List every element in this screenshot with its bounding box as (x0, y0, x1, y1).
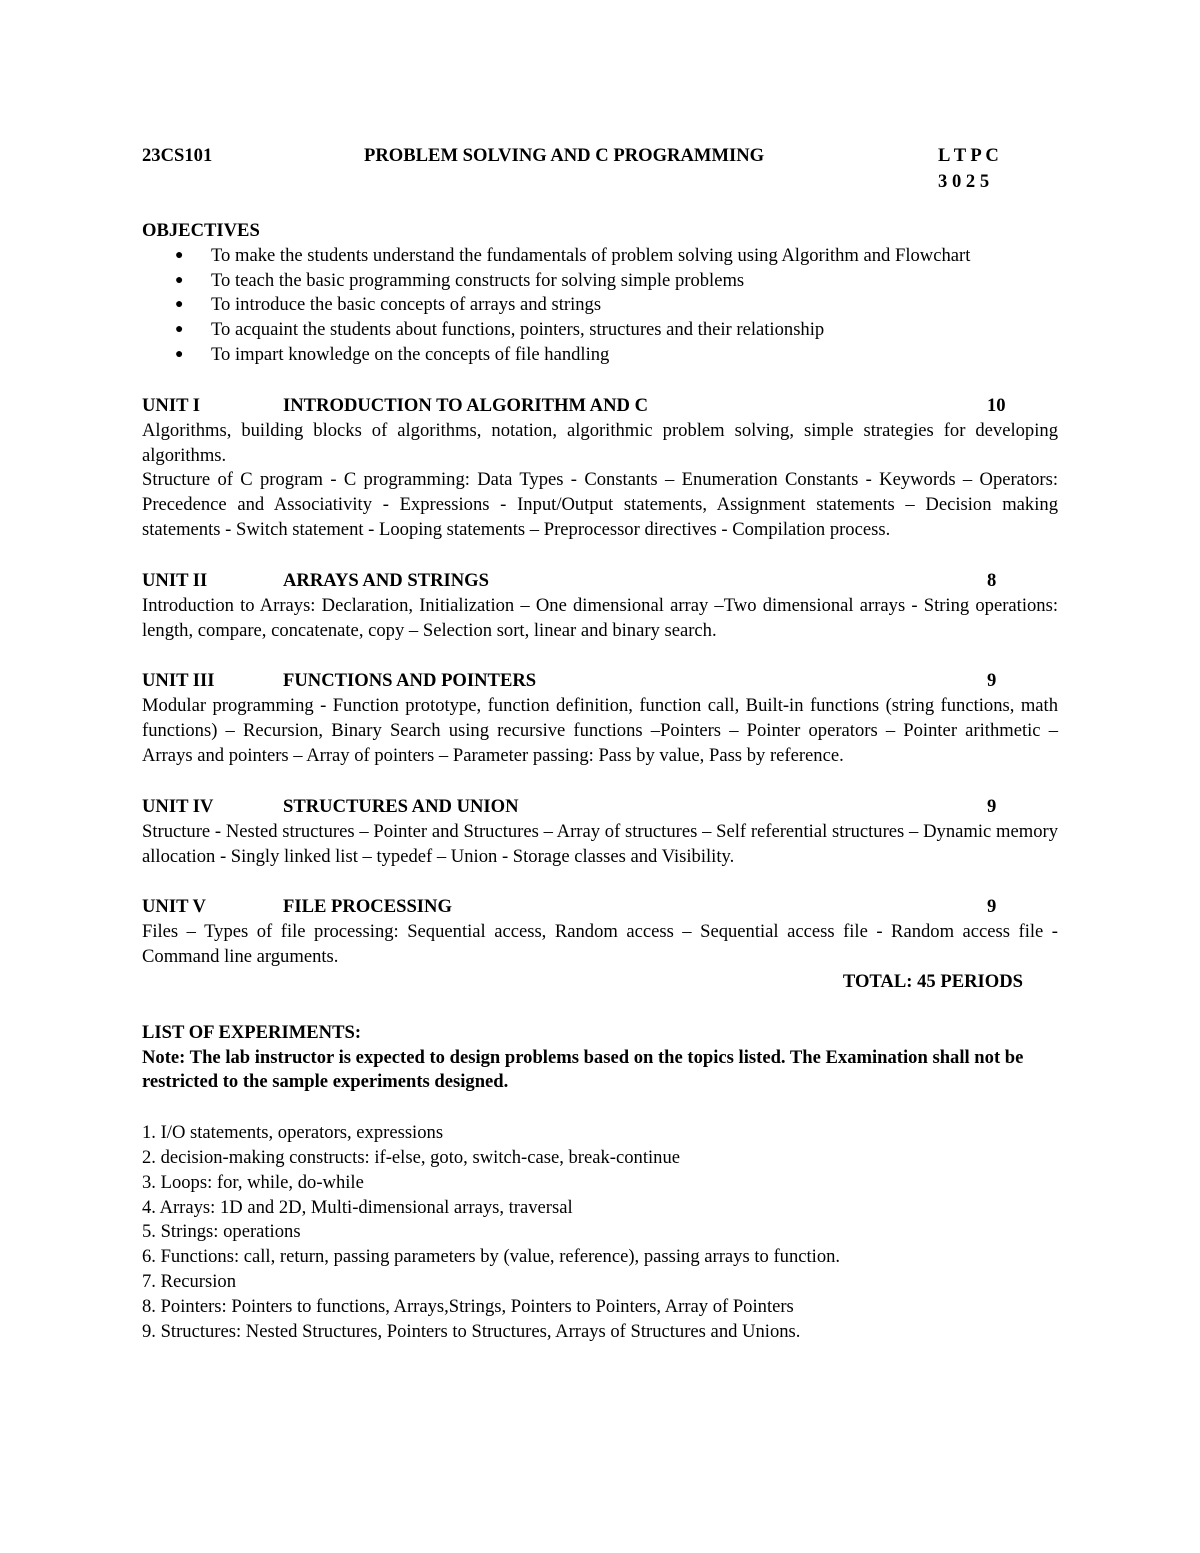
course-title: PROBLEM SOLVING AND C PROGRAMMING (364, 145, 765, 166)
experiment-item: 7. Recursion (142, 1270, 236, 1292)
unit-hours: 9 (987, 795, 997, 817)
unit-1-header (142, 394, 1058, 419)
unit-1-paragraph: Algorithms, building blocks of algorithms, notation, algorithmic problem solving, simple strategies for developing algorithms. (142, 419, 1058, 466)
unit-3-header (142, 669, 1058, 694)
spacer (142, 643, 1058, 669)
unit-title: FUNCTIONS AND POINTERS (283, 670, 537, 692)
unit-4-paragraph: Structure - Nested structures – Pointer and Structures – Array of structures – Self referential structures – Dynamic memory allocation - Singly linked list – typedef – Union - Storage classes and Visibility. (142, 820, 1058, 867)
unit-5-header (142, 895, 1058, 920)
ltpc-values: 3 0 2 5 (938, 171, 990, 192)
unit-2-header (142, 569, 1058, 594)
unit-number: UNIT V (142, 896, 206, 918)
spacer (142, 995, 1058, 1021)
objective-item: ● To teach the basic programming constructs for solving simple problems (211, 269, 1058, 294)
experiment-item: 9. Structures: Nested Structures, Pointers to Structures, Arrays of Structures and Unions. (142, 1320, 801, 1342)
course-header (142, 144, 1058, 170)
spacer (142, 1095, 1058, 1121)
unit-title: INTRODUCTION TO ALGORITHM AND C (283, 394, 649, 416)
spacer (142, 198, 1058, 219)
unit-hours: 9 (987, 896, 997, 918)
objective-item: ● To impart knowledge on the concepts of file handling (211, 343, 1058, 368)
experiment-item: 8. Pointers: Pointers to functions, Arrays,Strings, Pointers to Pointers, Array of Pointers (142, 1295, 794, 1317)
unit-3-paragraph: Modular programming - Function prototype, function definition, function call, Built-in functions (string functions, math functions) – Recursion, Binary Search using recursive functions –Pointers – Pointer operators – Pointer arithmetic – Arrays and pointers – Array of pointers – Parameter passing: Pass by value, Pass by reference. (142, 695, 1058, 766)
objective-item: ● To acquaint the students about functions, pointers, structures and their relationship (211, 318, 1058, 343)
unit-4-header (142, 795, 1058, 820)
ltpc-row (142, 170, 1058, 198)
experiment-item: 5. Strings: operations (142, 1221, 301, 1243)
spacer (142, 368, 1058, 394)
experiment-item: 4. Arrays: 1D and 2D, Multi-dimensional arrays, traversal (142, 1196, 573, 1218)
objectives-heading: OBJECTIVES (142, 220, 260, 241)
objectives-list (142, 244, 1058, 368)
unit-hours: 9 (987, 670, 997, 692)
experiment-item: 1. I/O statements, operators, expressions (142, 1122, 444, 1144)
experiments-heading: LIST OF EXPERIMENTS: (142, 1021, 362, 1043)
spacer (142, 543, 1058, 569)
course-code: 23CS101 (142, 145, 213, 166)
bullet-icon: ● (175, 297, 184, 313)
objective-item: ● To introduce the basic concepts of arrays and strings (211, 293, 1058, 318)
unit-title: ARRAYS AND STRINGS (283, 569, 489, 591)
bullet-icon: ● (175, 322, 184, 338)
experiment-item: 2. decision-making constructs: if-else, goto, switch-case, break-continue (142, 1146, 681, 1168)
bullet-icon: ● (175, 247, 184, 263)
spacer (142, 869, 1058, 895)
experiments-note: Note: The lab instructor is expected to design problems based on the topics listed. The Examination shall not be restricted to the sample experiments designed. (142, 1046, 1024, 1093)
experiments-list (142, 1121, 1058, 1344)
unit-hours: 10 (987, 394, 1006, 416)
experiment-item: 3. Loops: for, while, do-while (142, 1171, 364, 1193)
unit-number: UNIT III (142, 670, 215, 692)
unit-2-paragraph: Introduction to Arrays: Declaration, Initialization – One dimensional array –Two dimensional arrays - String operations: length, compare, concatenate, copy – Selection sort, linear and binary search. (142, 594, 1058, 641)
experiment-item: 6. Functions: call, return, passing parameters by (value, reference), passing arrays to function. (142, 1246, 841, 1268)
unit-5-paragraph: Files – Types of file processing: Sequential access, Random access – Sequential access file - Random access file - Command line arguments. (142, 921, 1058, 968)
spacer (142, 769, 1058, 795)
unit-hours: 8 (987, 569, 997, 591)
syllabus-page (142, 144, 1058, 1344)
unit-1-paragraph: Structure of C program - C programming: Data Types - Constants – Enumeration Constants - Keywords – Operators: Precedence and Associativity - Expressions - Input/Output statements, Assignment statements – Decision making statements - Switch statement - Looping statements – Preprocessor directives - Compilation process. (142, 469, 1058, 540)
unit-number: UNIT II (142, 569, 208, 591)
unit-title: FILE PROCESSING (283, 896, 452, 918)
total-periods: TOTAL: 45 PERIODS (842, 970, 1023, 992)
objective-item: ● To make the students understand the fundamentals of problem solving using Algorithm and Flowchart (211, 244, 1058, 269)
unit-number: UNIT I (142, 394, 201, 416)
unit-title: STRUCTURES AND UNION (283, 795, 519, 817)
ltpc-label: L T P C (938, 145, 999, 166)
unit-number: UNIT IV (142, 795, 214, 817)
bullet-icon: ● (175, 272, 184, 288)
bullet-icon: ● (175, 346, 184, 362)
